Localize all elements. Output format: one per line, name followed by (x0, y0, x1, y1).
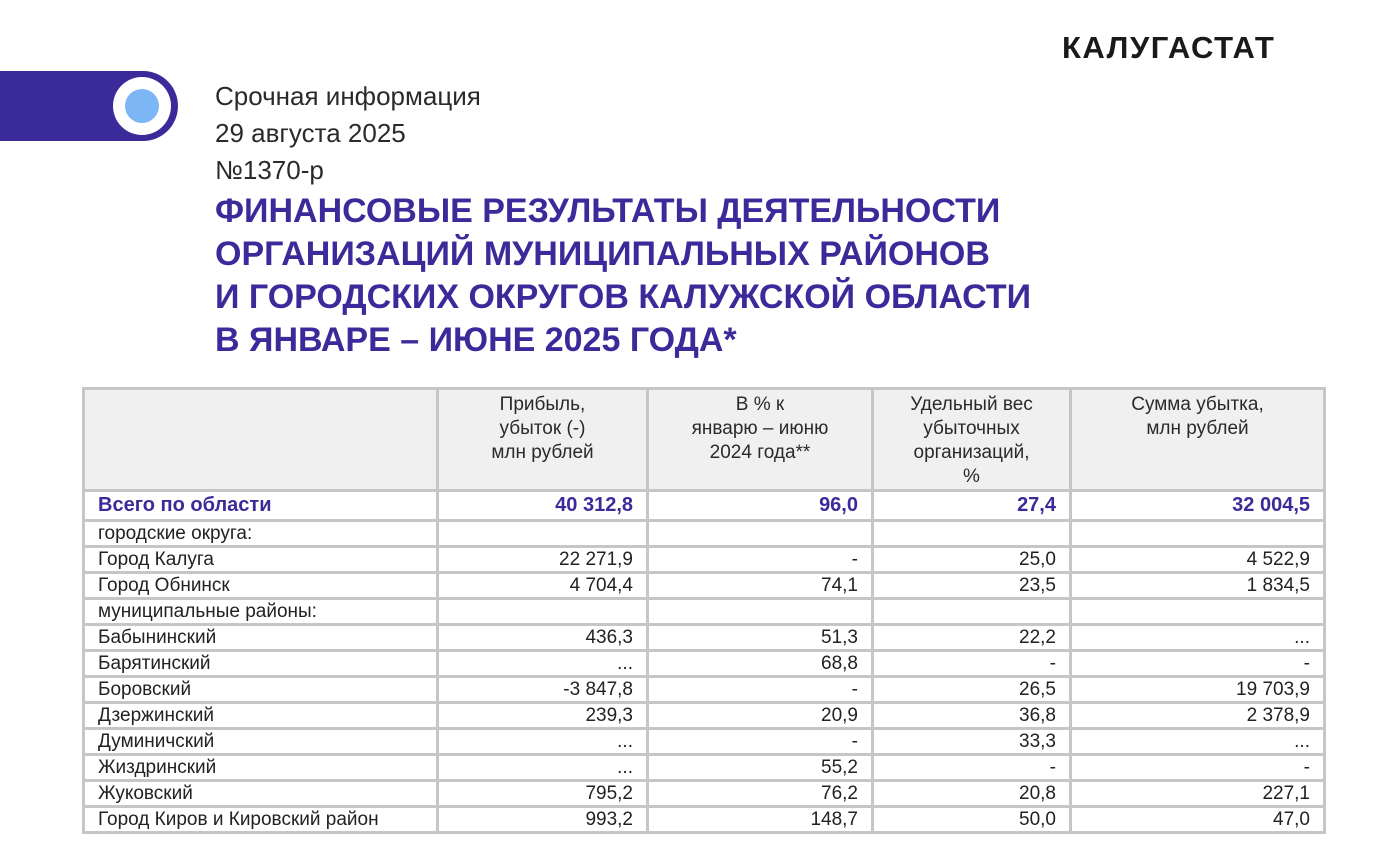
table-row (84, 677, 1325, 703)
column-header (84, 389, 438, 491)
column-header (648, 389, 873, 491)
table-row (84, 781, 1325, 807)
table-cell: 2 378,9 (1071, 703, 1325, 729)
column-header-line: Удельный вес (910, 394, 1033, 415)
table-cell: ... (438, 651, 648, 677)
table-cell: 25,0 (873, 547, 1071, 573)
release-date: 29 августа 2025 (215, 118, 406, 148)
table-row (84, 651, 1325, 677)
row-label: Город Калуга (84, 547, 438, 573)
brand-logo-text: КАЛУГАСТАТ (1062, 30, 1276, 65)
table-cell: ... (1071, 729, 1325, 755)
table-cell: ... (438, 729, 648, 755)
table-body (84, 491, 1325, 833)
page-title (215, 190, 1215, 362)
table-row (84, 729, 1325, 755)
table-cell: 239,3 (438, 703, 648, 729)
table-cell: - (873, 651, 1071, 677)
column-header (438, 389, 648, 491)
table-cell: 55,2 (648, 755, 873, 781)
row-label: Город Киров и Кировский район (84, 807, 438, 833)
table-cell: 4 704,4 (438, 573, 648, 599)
title-line: ОРГАНИЗАЦИЙ МУНИЦИПАЛЬНЫХ РАЙОНОВ (215, 235, 990, 273)
table-cell: 23,5 (873, 573, 1071, 599)
table-cell (873, 599, 1071, 625)
table-cell (1071, 599, 1325, 625)
column-header-line: 2024 года** (709, 442, 811, 463)
table-cell: - (1071, 651, 1325, 677)
group-row (84, 521, 1325, 547)
table-cell (1071, 521, 1325, 547)
table-cell: 22 271,9 (438, 547, 648, 573)
table-cell: 36,8 (873, 703, 1071, 729)
table-cell (873, 521, 1071, 547)
column-header-line: млн рублей (1146, 418, 1249, 439)
table-cell: 148,7 (648, 807, 873, 833)
table-row (84, 703, 1325, 729)
column-header-line: организаций, (913, 442, 1030, 463)
table-cell: - (873, 755, 1071, 781)
row-label: Боровский (84, 677, 438, 703)
table-cell: 76,2 (648, 781, 873, 807)
table-cell: 20,8 (873, 781, 1071, 807)
financial-results-table (82, 387, 1326, 834)
table-cell: 4 522,9 (1071, 547, 1325, 573)
column-header-line: январю – июню (691, 418, 829, 439)
info-line: Срочная информация (215, 81, 481, 111)
table-cell: 22,2 (873, 625, 1071, 651)
group-row (84, 599, 1325, 625)
row-label: Жуковский (84, 781, 438, 807)
table-cell: 32 004,5 (1071, 491, 1325, 521)
title-line: ФИНАНСОВЫЕ РЕЗУЛЬТАТЫ ДЕЯТЕЛЬНОСТИ (215, 192, 1001, 230)
table-cell: 436,3 (438, 625, 648, 651)
table-cell (438, 599, 648, 625)
table-cell: 27,4 (873, 491, 1071, 521)
table-cell: 68,8 (648, 651, 873, 677)
row-label: Город Обнинск (84, 573, 438, 599)
table-cell (648, 599, 873, 625)
row-label: муниципальные районы: (84, 599, 438, 625)
row-label: Думиничский (84, 729, 438, 755)
table-cell: 1 834,5 (1071, 573, 1325, 599)
column-header (873, 389, 1071, 491)
row-label: Жиздринский (84, 755, 438, 781)
table-cell: 795,2 (438, 781, 648, 807)
row-label: городские округа: (84, 521, 438, 547)
table-cell: 26,5 (873, 677, 1071, 703)
table-cell: ... (438, 755, 648, 781)
column-header-line: млн рублей (491, 442, 594, 463)
title-line: В ЯНВАРЕ – ИЮНЕ 2025 ГОДА* (215, 321, 737, 359)
column-header-line: Прибыль, (499, 394, 586, 415)
table-cell: ... (1071, 625, 1325, 651)
table-cell: 40 312,8 (438, 491, 648, 521)
table-cell: 993,2 (438, 807, 648, 833)
table-row (84, 625, 1325, 651)
table-cell: - (1071, 755, 1325, 781)
table-cell: - (648, 547, 873, 573)
table-cell: 96,0 (648, 491, 873, 521)
column-header-line: Сумма убытка, (1131, 394, 1264, 415)
table-cell: 47,0 (1071, 807, 1325, 833)
row-label: Барятинский (84, 651, 438, 677)
table-cell: 74,1 (648, 573, 873, 599)
table-cell: 19 703,9 (1071, 677, 1325, 703)
total-row (84, 491, 1325, 521)
table-row (84, 755, 1325, 781)
row-label: Всего по области (84, 491, 438, 521)
decorative-dot (125, 89, 159, 123)
table-cell: - (648, 729, 873, 755)
table-cell: - (648, 677, 873, 703)
table-cell (648, 521, 873, 547)
table-cell: 20,9 (648, 703, 873, 729)
row-label: Дзержинский (84, 703, 438, 729)
column-header-line: убыток (-) (499, 418, 586, 439)
table-cell (438, 521, 648, 547)
column-header-line: % (963, 466, 980, 487)
title-line: И ГОРОДСКИХ ОКРУГОВ КАЛУЖСКОЙ ОБЛАСТИ (215, 278, 1032, 316)
column-header-line: убыточных (923, 418, 1020, 439)
table-row (84, 573, 1325, 599)
table-row (84, 547, 1325, 573)
column-header-line: В % к (735, 394, 785, 415)
column-header (1071, 389, 1325, 491)
row-label: Бабынинский (84, 625, 438, 651)
table-header-row (84, 389, 1325, 491)
table-row (84, 807, 1325, 833)
table-cell: 33,3 (873, 729, 1071, 755)
table-cell: -3 847,8 (438, 677, 648, 703)
table-cell: 51,3 (648, 625, 873, 651)
table-cell: 227,1 (1071, 781, 1325, 807)
release-number: №1370-р (215, 155, 324, 185)
table-cell: 50,0 (873, 807, 1071, 833)
